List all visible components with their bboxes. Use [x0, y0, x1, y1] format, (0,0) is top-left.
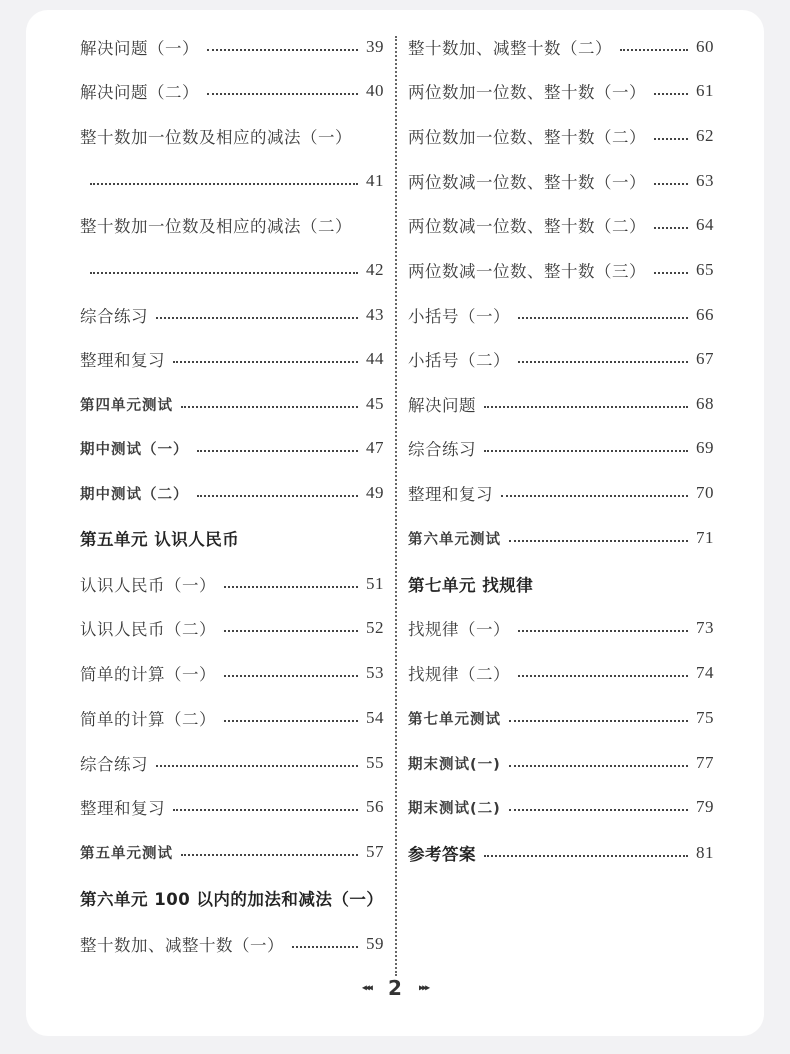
toc-entry	[408, 344, 714, 374]
toc-entry	[80, 748, 384, 778]
toc-entry-title: 认识人民币（一）	[80, 576, 216, 595]
toc-entry-title: 找规律（一）	[408, 620, 510, 639]
dot-leader	[654, 93, 688, 95]
toc-entry-page: 59	[366, 934, 384, 953]
toc-entry-title: 小括号（二）	[408, 351, 510, 370]
toc-entry-page: 77	[696, 753, 714, 772]
dot-leader	[173, 809, 358, 811]
toc-entry-page: 75	[696, 708, 714, 727]
toc-entry	[408, 748, 714, 778]
dot-leader	[156, 765, 358, 767]
page-footer	[0, 976, 790, 1000]
toc-entry	[80, 121, 384, 151]
dot-leader	[224, 720, 358, 722]
toc-entry-title: 两位数减一位数、整十数（二）	[408, 217, 646, 236]
dot-leader	[654, 183, 688, 185]
toc-entry	[80, 883, 384, 913]
dot-leader	[207, 49, 358, 51]
toc-entry	[408, 569, 714, 599]
toc-entry	[80, 344, 384, 374]
toc-entry-page: 55	[366, 753, 384, 772]
toc-entry	[80, 703, 384, 733]
dot-leader	[156, 317, 358, 319]
dot-leader	[518, 630, 688, 632]
toc-entry	[80, 32, 384, 62]
toc-entry-title: 第五单元 认识人民币	[80, 530, 240, 549]
dot-leader	[224, 630, 358, 632]
toc-entry-title: 解决问题（一）	[80, 39, 199, 58]
toc-entry	[80, 658, 384, 688]
toc-entry-page: 71	[696, 528, 714, 547]
toc-entry-page: 53	[366, 663, 384, 682]
dot-leader	[292, 946, 358, 948]
toc-entry	[408, 838, 714, 868]
toc-entry	[408, 478, 714, 508]
toc-entry	[80, 300, 384, 330]
toc-entry-page: 51	[366, 574, 384, 593]
toc-entry-title: 期末测试(一)	[408, 756, 501, 773]
toc-entry-page: 66	[696, 305, 714, 324]
dot-leader	[509, 765, 688, 767]
toc-entry-title: 整十数加一位数及相应的减法（一）	[80, 128, 352, 147]
dot-leader	[509, 720, 688, 722]
dot-leader	[224, 586, 358, 588]
toc-entry-page: 60	[696, 37, 714, 56]
toc-entry	[408, 210, 714, 240]
toc-entry	[80, 433, 384, 463]
dot-leader	[518, 675, 688, 677]
toc-entry	[80, 929, 384, 959]
toc-entry-page: 63	[696, 171, 714, 190]
toc-entry-title: 期末测试(二)	[408, 800, 501, 817]
toc-entry	[408, 255, 714, 285]
toc-entry-title: 期中测试（一）	[80, 441, 189, 458]
toc-entry	[408, 658, 714, 688]
toc-entry-title: 找规律（二）	[408, 665, 510, 684]
toc-entry-title: 整理和复习	[80, 351, 165, 370]
toc-entry	[80, 569, 384, 599]
toc-entry-page: 61	[696, 81, 714, 100]
toc-entry-title: 第六单元测试	[408, 531, 501, 548]
toc-entry-title: 综合练习	[408, 440, 476, 459]
toc-entry-title: 综合练习	[80, 307, 148, 326]
toc-entry	[408, 703, 714, 733]
dot-leader	[509, 540, 688, 542]
toc-entry	[80, 523, 384, 553]
toc-entry	[80, 792, 384, 822]
dot-leader	[207, 93, 358, 95]
toc-entry-page: 81	[696, 843, 714, 862]
dot-leader	[181, 406, 358, 408]
dot-leader	[224, 675, 358, 677]
toc-entry	[408, 166, 714, 196]
toc-entry-title: 期中测试（二）	[80, 486, 189, 503]
dot-leader	[90, 183, 358, 185]
toc-entry-title: 两位数减一位数、整十数（一）	[408, 173, 646, 192]
toc-entry	[408, 121, 714, 151]
toc-entry-page: 40	[366, 81, 384, 100]
triple-left-arrow-icon: ◂◂◂	[361, 982, 371, 994]
dot-leader	[90, 272, 358, 274]
toc-entry-title: 整十数加、减整十数（一）	[80, 936, 284, 955]
toc-entry-page: 45	[366, 394, 384, 413]
toc-entry-page: 68	[696, 394, 714, 413]
toc-entry-title: 小括号（一）	[408, 307, 510, 326]
toc-entry-page: 74	[696, 663, 714, 682]
toc-entry	[408, 792, 714, 822]
toc-entry-page: 42	[366, 260, 384, 279]
toc-entry-page: 43	[366, 305, 384, 324]
toc-entry-title: 两位数加一位数、整十数（二）	[408, 128, 646, 147]
dot-leader	[484, 855, 688, 857]
dot-leader	[654, 227, 688, 229]
toc-entry	[408, 523, 714, 553]
triple-right-arrow-icon: ▸▸▸	[419, 982, 429, 994]
toc-entry	[408, 76, 714, 106]
dot-leader	[173, 361, 358, 363]
toc-entry	[80, 76, 384, 106]
toc-entry	[80, 255, 384, 285]
toc-entry-page: 70	[696, 483, 714, 502]
dot-leader	[484, 406, 688, 408]
dot-leader	[620, 49, 688, 51]
toc-entry	[80, 478, 384, 508]
toc-entry-page: 65	[696, 260, 714, 279]
dot-leader	[509, 809, 688, 811]
toc-entry-title: 整理和复习	[408, 485, 493, 504]
toc-entry-title: 第六单元 100 以内的加法和减法（一）	[80, 890, 384, 909]
toc-entry	[408, 433, 714, 463]
toc-entry-title: 两位数减一位数、整十数（三）	[408, 262, 646, 281]
toc-entry-page: 67	[696, 349, 714, 368]
toc-entry-title: 整十数加、减整十数（二）	[408, 39, 612, 58]
toc-entry	[80, 166, 384, 196]
dot-leader	[501, 495, 688, 497]
dot-leader	[181, 854, 358, 856]
toc-entry-title: 整理和复习	[80, 799, 165, 818]
toc-entry-title: 解决问题（二）	[80, 83, 199, 102]
toc-entry	[80, 837, 384, 867]
toc-entry-page: 57	[366, 842, 384, 861]
toc-entry-title: 第四单元测试	[80, 397, 173, 414]
toc-entry-page: 64	[696, 215, 714, 234]
dot-leader	[484, 450, 688, 452]
toc-entry-title: 两位数加一位数、整十数（一）	[408, 83, 646, 102]
page-number: 2	[388, 976, 402, 1000]
toc-entry	[80, 613, 384, 643]
toc-entry-title: 整十数加一位数及相应的减法（二）	[80, 217, 352, 236]
toc-entry	[408, 300, 714, 330]
dot-leader	[654, 272, 688, 274]
toc-entry-title: 解决问题	[408, 396, 476, 415]
toc-entry	[80, 210, 384, 240]
toc-entry-page: 52	[366, 618, 384, 637]
toc-entry-page: 56	[366, 797, 384, 816]
toc-entry-page: 41	[366, 171, 384, 190]
toc-entry-title: 第七单元 找规律	[408, 576, 534, 595]
dot-leader	[518, 317, 688, 319]
toc-entry-page: 44	[366, 349, 384, 368]
toc-entry	[408, 32, 714, 62]
toc-entry-page: 73	[696, 618, 714, 637]
toc-entry	[408, 613, 714, 643]
toc-entry-page: 39	[366, 37, 384, 56]
toc-entry-page: 47	[366, 438, 384, 457]
toc-entry-page: 54	[366, 708, 384, 727]
toc-entry-title: 参考答案	[408, 845, 476, 864]
toc-entry-page: 62	[696, 126, 714, 145]
toc-entry-title: 简单的计算（二）	[80, 710, 216, 729]
column-divider	[395, 36, 397, 976]
toc-entry-title: 第七单元测试	[408, 711, 501, 728]
toc-entry-page: 49	[366, 483, 384, 502]
toc-entry-page: 69	[696, 438, 714, 457]
toc-entry-title: 简单的计算（一）	[80, 665, 216, 684]
toc-entry-title: 认识人民币（二）	[80, 620, 216, 639]
dot-leader	[197, 450, 359, 452]
toc-entry-title: 综合练习	[80, 755, 148, 774]
toc-page	[26, 10, 764, 1036]
dot-leader	[518, 361, 688, 363]
toc-entry-page: 79	[696, 797, 714, 816]
dot-leader	[197, 495, 359, 497]
toc-entry	[408, 389, 714, 419]
toc-entry-title: 第五单元测试	[80, 845, 173, 862]
dot-leader	[654, 138, 688, 140]
toc-entry	[80, 389, 384, 419]
